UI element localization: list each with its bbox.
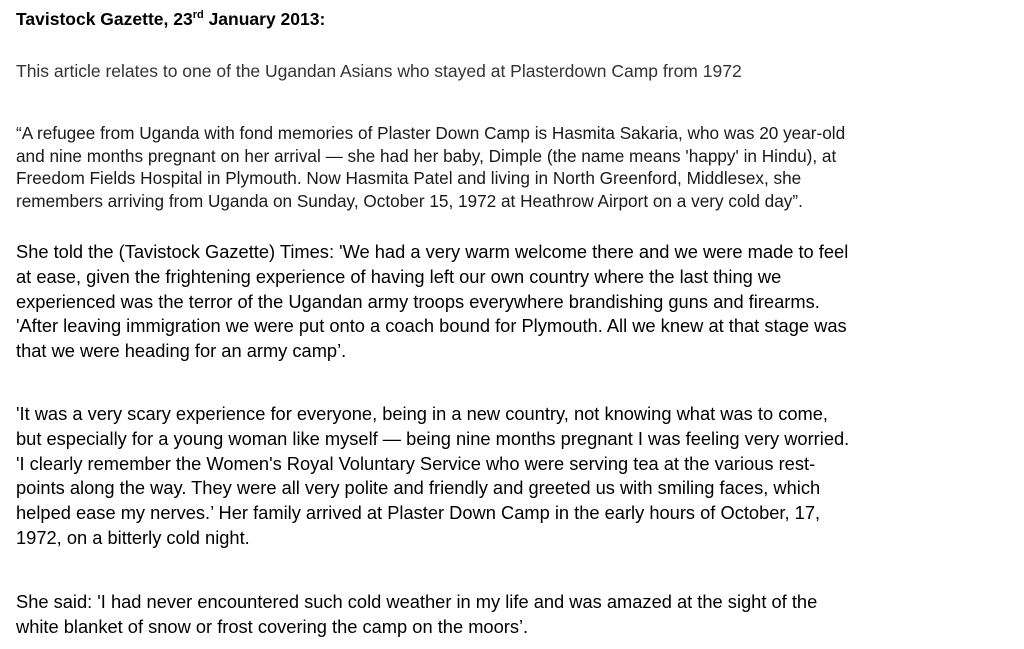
paragraph-line: She told the (Tavistock Gazette) Times: 'We had a very warm welcome there and we were made to feel <box>16 241 849 262</box>
quote-line: and nine months pregnant on her arrival — she had her baby, Dimple (the name means 'happy' in Hindu), at <box>16 145 837 166</box>
quote-line: Freedom Fields Hospital in Plymouth. Now Hasmita Patel and living in North Greenford, Middlesex, she <box>16 168 802 188</box>
heading-superscript: rd <box>192 9 204 22</box>
paragraph-line: white blanket of snow or frost covering the camp on the moors’. <box>16 615 529 637</box>
paragraph-line: points along the way. They were all very polite and friendly and greeted us with smiling faces, which <box>16 477 821 499</box>
paragraph-2 <box>16 402 1012 551</box>
paragraph-line: helped ease my nerves.’ Her family arrived at Plaster Down Camp in the early hours of October, 17, <box>16 502 821 524</box>
intro-text: This article relates to one of the Ugandan Asians who stayed at Plasterdown Camp from 1972 <box>16 61 742 81</box>
paragraph-line: 'After leaving immigration we were put onto a coach bound for Plymouth. All we knew at that stage was <box>16 315 847 337</box>
paragraph-line: 'It was a very scary experience for everyone, being in a new country, not knowing what was to come, <box>16 403 828 424</box>
paragraph-3 <box>16 590 1012 640</box>
document-page <box>16 8 1012 637</box>
quote-line: remembers arriving from Uganda on Sunday, October 15, 1972 at Heathrow Airport on a very cold day”. <box>16 190 803 211</box>
heading-prefix: Tavistock Gazette, 23 <box>16 9 193 29</box>
article-heading <box>16 8 1012 30</box>
paragraph-line: She said: 'I had never encountered such cold weather in my life and was amazed at the sight of the <box>16 591 818 612</box>
paragraph-line: 1972, on a bitterly cold night. <box>16 526 250 548</box>
quote-paragraph <box>16 122 1006 212</box>
paragraph-line: but especially for a young woman like myself — being nine months pregnant I was feeling very worried. <box>16 427 850 449</box>
paragraph-line: at ease, given the frightening experience of having left our own country where the last thing we <box>16 265 782 287</box>
paragraph-line: that we were heading for an army camp’. <box>16 340 347 362</box>
paragraph-line: 'I clearly remember the Women's Royal Voluntary Service who were serving tea at the various rest- <box>16 452 816 474</box>
heading-suffix: January 2013: <box>203 9 326 29</box>
paragraph-1 <box>16 240 1012 364</box>
quote-line: “A refugee from Uganda with fond memories of Plaster Down Camp is Hasmita Sakaria, who was 20 year-old <box>16 123 846 143</box>
paragraph-line: experienced was the terror of the Ugandan army troops everywhere brandishing guns and firearms. <box>16 290 820 312</box>
